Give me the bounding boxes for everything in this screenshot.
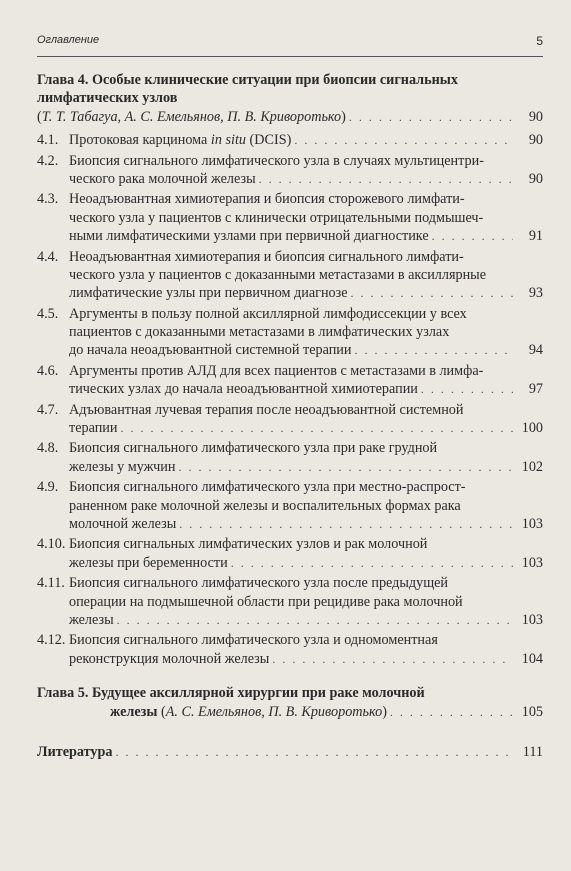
toc-line [37, 227, 543, 245]
section-title: железы у мужчин [69, 458, 176, 475]
section-title: ными лимфатическими узлами при первичной диагностике [69, 228, 429, 245]
chapter-title-line: Глава 5. Будущее аксиллярной хирургии при раке молочной [37, 685, 425, 702]
running-head [37, 34, 543, 51]
section-title: операции на подмышечной области при рецидиве рака молочной [69, 593, 463, 610]
running-head-title: Оглавление [37, 34, 100, 46]
section-number: 4.5. [37, 305, 59, 322]
toc-line [37, 152, 543, 170]
page-ref: 94 [528, 342, 543, 359]
section-title: Протоковая карцинома [69, 132, 208, 149]
toc-entry[interactable] [37, 152, 543, 189]
section-number: 4.12. [37, 632, 66, 649]
toc-line [37, 362, 543, 380]
section-title: Биопсия сигнального лимфатического узла после предыдущей [69, 575, 449, 592]
page-ref: 100 [521, 420, 543, 437]
toc-line [37, 650, 543, 668]
section-title: Адъювантная лучевая терапия после неоадъювантной системной [69, 401, 464, 418]
page-ref: 111 [522, 743, 543, 760]
chapter-4-entry[interactable] [37, 71, 543, 126]
section-title: Аргументы против АЛД для всех пациентов с метастазами в лимфа- [69, 362, 484, 379]
toc-line [37, 554, 543, 572]
section-title: тических узлах до начала неоадъювантной химиотерапии [69, 381, 418, 398]
page-ref: 97 [528, 381, 543, 398]
section-number: 4.7. [37, 401, 59, 418]
toc-line [37, 497, 543, 515]
section-title: терапии [69, 420, 118, 437]
section-title: железы [69, 611, 114, 628]
section-number: 4.3. [37, 191, 59, 208]
table-of-contents [37, 71, 543, 761]
toc-entry[interactable] [37, 248, 543, 303]
toc-entry[interactable] [37, 535, 543, 572]
section-title: до начала неоадъювантной системной терапии [69, 342, 352, 359]
leader-dots [176, 515, 513, 533]
toc-line [37, 284, 543, 302]
leader-dots [256, 170, 513, 188]
leader-dots [114, 611, 513, 629]
section-number: 4.8. [37, 440, 59, 457]
toc-entry[interactable] [37, 478, 543, 533]
toc-line [37, 593, 543, 611]
toc-line [37, 190, 543, 208]
leader-dots [291, 131, 513, 149]
header-rule [37, 56, 543, 57]
leader-dots [117, 419, 513, 437]
paren-open: ( [37, 108, 42, 125]
section-title: Биопсия сигнальных лимфатических узлов и рак молочной [69, 536, 428, 553]
section-title: Биопсия сигнального лимфатического узла и одномоментная [69, 632, 438, 649]
leader-dots [175, 458, 513, 476]
chapter-authors-line [37, 108, 543, 126]
page-ref: 90 [528, 170, 543, 187]
leader-dots [346, 108, 513, 126]
section-title: лимфатические узлы при первичном диагнозе [69, 285, 348, 302]
toc-line [37, 248, 543, 266]
paren-close: ) [382, 703, 387, 720]
page-ref: 91 [528, 228, 543, 245]
leader-dots [352, 341, 514, 359]
section-title: Биопсия сигнального лимфатического узла при местно-распрост- [69, 479, 466, 496]
leader-dots [418, 380, 513, 398]
toc-line [37, 515, 543, 533]
leader-dots [113, 743, 514, 761]
section-number: 4.1. [37, 132, 59, 149]
section-title: реконструкция молочной железы [69, 650, 270, 667]
toc-line [37, 458, 543, 476]
section-number: 4.6. [37, 362, 59, 379]
section-title: ческого рака молочной железы [69, 170, 256, 187]
page-ref: 93 [528, 285, 543, 302]
toc-line [37, 439, 543, 457]
toc-line [37, 131, 543, 149]
toc-entry[interactable] [37, 131, 543, 149]
chapter-title-line: Глава 4. Особые клинические ситуации при биопсии сигнальных [37, 72, 458, 88]
section-number: 4.2. [37, 152, 59, 169]
toc-line [37, 305, 543, 323]
section-title-tail: (DCIS) [246, 132, 292, 149]
page-ref: 105 [521, 703, 543, 720]
chapter-title-line: железы [110, 703, 158, 720]
toc-line [37, 535, 543, 553]
page-ref: 102 [521, 458, 543, 475]
section-title: Биопсия сигнального лимфатического узла в случаях мультицентри- [69, 152, 484, 169]
section-title-italic: in situ [210, 132, 246, 149]
page-ref: 104 [521, 650, 543, 667]
section-title: Неоадъювантная химиотерапия и биопсия сигнального лимфати- [69, 248, 464, 265]
leader-dots [228, 554, 513, 572]
leader-dots [387, 703, 513, 721]
chapter-5-entry[interactable] [37, 684, 543, 721]
toc-line [37, 401, 543, 419]
page-ref: 103 [521, 515, 543, 532]
references-entry[interactable] [37, 743, 543, 761]
toc-line [37, 419, 543, 437]
section-title: Биопсия сигнального лимфатического узла при раке грудной [69, 440, 438, 457]
section-title: пациентов с доказанными метастазами в лимфатических узлах [69, 324, 450, 341]
paren-close: ) [341, 108, 346, 125]
toc-entry[interactable] [37, 190, 543, 245]
chapter-authors: Т. Т. Табагуа, А. С. Емельянов, П. В. Криворотько [41, 108, 342, 125]
toc-entry[interactable] [37, 631, 543, 668]
section-title: Неоадъювантная химиотерапия и биопсия сторожевого лимфати- [69, 191, 465, 208]
toc-line [37, 323, 543, 341]
toc-entry[interactable] [37, 439, 543, 476]
section-title: ческого узла у пациентов с доказанными метастазами в аксиллярные [69, 266, 487, 283]
page-ref: 90 [528, 132, 543, 149]
section-number: 4.4. [37, 248, 59, 265]
section-title: ческого узла у пациентов с клинически отрицательными подмышеч- [69, 209, 484, 226]
leader-dots [348, 284, 513, 302]
toc-entry[interactable] [37, 401, 543, 438]
toc-line [37, 631, 543, 649]
section-title: молочной железы [69, 515, 177, 532]
leader-dots [429, 227, 513, 245]
toc-line [37, 266, 543, 284]
toc-entry[interactable] [37, 305, 543, 360]
chapter-authors-line [37, 703, 543, 721]
toc-entry[interactable] [37, 362, 543, 399]
page-number: 5 [536, 34, 543, 48]
toc-line [37, 170, 543, 188]
references-title: Литература [37, 743, 113, 760]
section-number: 4.9. [37, 479, 59, 496]
chapter-authors: А. С. Емельянов, П. В. Криворотько [165, 703, 383, 720]
page-ref: 103 [521, 554, 543, 571]
toc-line [37, 380, 543, 398]
toc-line [37, 209, 543, 227]
toc-line [37, 341, 543, 359]
toc-line [37, 611, 543, 629]
section-number: 4.11. [37, 575, 65, 592]
section-list [37, 131, 543, 668]
leader-dots [269, 650, 513, 668]
section-title: железы при беременности [69, 554, 228, 571]
page-ref: 90 [528, 108, 543, 125]
paren-open: ( [157, 703, 166, 720]
section-number: 4.10. [37, 536, 66, 553]
section-title: раненном раке молочной железы и воспалительных формах рака [69, 497, 461, 514]
section-title: Аргументы в пользу полной аксиллярной лимфодиссекции у всех [69, 305, 467, 322]
toc-line [37, 478, 543, 496]
toc-line [37, 574, 543, 592]
chapter-title-line: лимфатических узлов [37, 90, 178, 107]
toc-entry[interactable] [37, 574, 543, 629]
page-ref: 103 [521, 611, 543, 628]
